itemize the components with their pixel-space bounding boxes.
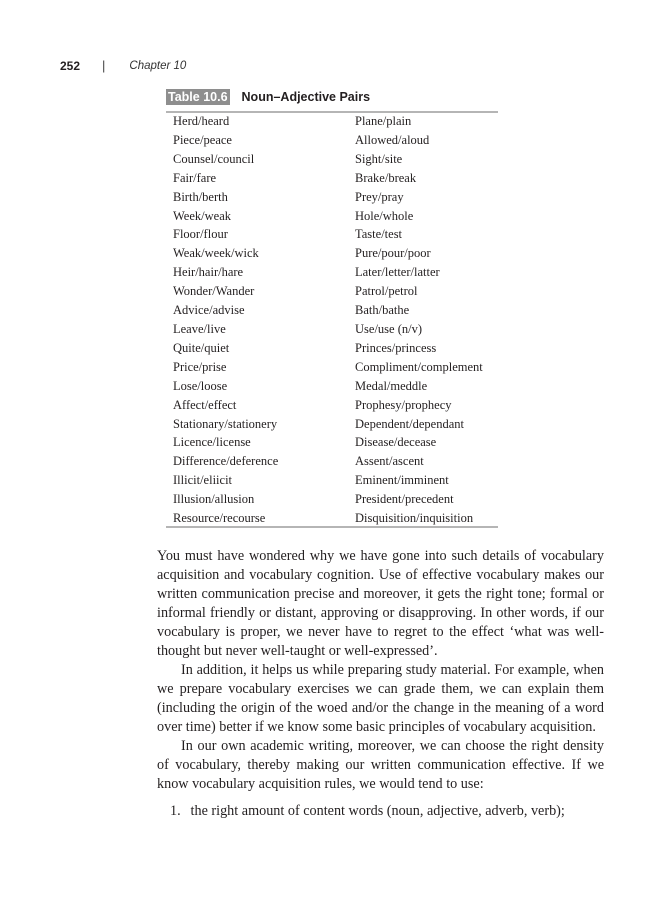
table-row	[166, 452, 498, 471]
table-cell-right: Sight/site	[355, 151, 403, 166]
paragraph: In addition, it helps us while preparing study material. For example, when we prepare vocabulary exercises we can grade them, we can explain them (including the origin of the woed and/or the change in the meaning of a word over time) better if we know some basic principles of vocabulary acquisition.	[157, 662, 604, 735]
list-item	[170, 802, 610, 821]
page-number: 252	[60, 58, 81, 73]
table-bottom-rule	[166, 526, 498, 528]
paragraph: In our own academic writing, moreover, we can choose the right density of vocabulary, thereby making our written communication effective. If we know vocabulary acquisition rules, we would tend to use:	[157, 738, 604, 792]
table-cell-left: Piece/peace	[173, 132, 232, 147]
table-row	[166, 131, 498, 150]
table-cell-left: Advice/advise	[173, 303, 245, 318]
table-cell-right: Use/use (n/v)	[355, 321, 422, 336]
table-cell-right: Disease/decease	[355, 435, 437, 450]
table-cell-left: Stationary/stationery	[173, 416, 278, 431]
table-cell-left: Floor/flour	[173, 227, 228, 242]
table-row	[166, 207, 498, 226]
table-cell-left: Counsel/council	[173, 151, 255, 166]
table-cell-right: Assent/ascent	[355, 454, 424, 469]
table-row	[166, 396, 498, 415]
table-cell-right: Bath/bathe	[355, 303, 410, 318]
table-cell-right: Allowed/aloud	[355, 132, 430, 147]
table-cell-left: Difference/deference	[173, 454, 279, 469]
table-title: Noun–Adjective Pairs	[241, 90, 371, 104]
table-cell-left: Heir/hair/hare	[173, 265, 244, 280]
table-cell-left: Price/prise	[173, 359, 227, 374]
table-label: Table 10.6	[168, 90, 228, 104]
list-item-number: 1.	[170, 803, 181, 819]
table-row	[166, 112, 498, 131]
table-cell-right: Princes/princess	[355, 340, 437, 355]
table-cell-right: Brake/break	[355, 170, 417, 185]
table-row	[166, 150, 498, 169]
table-cell-right: President/precedent	[355, 492, 454, 507]
table-cell-right: Prophesy/prophecy	[355, 397, 452, 412]
table-row	[166, 169, 498, 188]
table-row	[166, 471, 498, 490]
table-cell-right: Plane/plain	[355, 114, 412, 128]
table-row	[166, 377, 498, 396]
table-row	[166, 301, 498, 320]
table-row	[166, 433, 498, 452]
table-row	[166, 244, 498, 263]
table-cell-right: Eminent/imminent	[355, 473, 449, 488]
table-cell-left: Illusion/allusion	[173, 492, 255, 507]
table-cell-right: Prey/pray	[355, 189, 404, 204]
table-cell-left: Leave/live	[173, 321, 226, 336]
header-separator: |	[102, 58, 106, 73]
table-cell-right: Patrol/petrol	[355, 284, 418, 299]
table-row	[166, 263, 498, 282]
table-cell-left: Week/weak	[173, 208, 231, 223]
table-cell-left: Affect/effect	[173, 397, 237, 412]
table-caption	[166, 89, 370, 105]
table-cell-left: Fair/fare	[173, 170, 217, 185]
table-cell-right: Later/letter/latter	[355, 265, 440, 280]
table-row	[166, 490, 498, 509]
table-cell-left: Licence/license	[173, 435, 251, 450]
noun-adjective-table	[166, 112, 498, 528]
body-text	[157, 547, 604, 794]
table-cell-right: Pure/pour/poor	[355, 246, 431, 261]
table-row	[166, 188, 498, 207]
numbered-list	[170, 802, 610, 821]
table-cell-left: Herd/heard	[173, 114, 230, 128]
table-cell-right: Medal/meddle	[355, 378, 428, 393]
table-cell-right: Hole/whole	[355, 208, 414, 223]
table-cell-left: Lose/loose	[173, 378, 228, 393]
table-row	[166, 339, 498, 358]
table-cell-left: Quite/quiet	[173, 340, 230, 355]
table-row	[166, 225, 498, 244]
table-cell-left: Wonder/Wander	[173, 284, 255, 299]
table-row	[166, 320, 498, 339]
chapter-title: Chapter 10	[129, 59, 187, 72]
table-row	[166, 358, 498, 377]
table-cell-right: Compliment/complement	[355, 359, 483, 374]
paragraph: You must have wondered why we have gone into such details of vocabulary acquisition and vocabulary cognition. Use of effective vocabulary makes our written communication precise and moreover, it gets the right tone; formal or informal friendly or distant, approving or disapproving. In other words, if our vocabulary is proper, we never have to regret to the effect ‘what was well-thought but never well-taught or well-expressed’.	[157, 548, 604, 659]
table-cell-left: Resource/recourse	[173, 511, 266, 526]
table-cell-left: Illicit/eliicit	[173, 473, 233, 488]
table-cell-right: Taste/test	[355, 227, 403, 242]
table-row	[166, 282, 498, 301]
table-cell-left: Weak/week/wick	[173, 246, 259, 261]
list-item-text: the right amount of content words (noun, adjective, adverb, verb);	[190, 803, 565, 819]
table-cell-right: Dependent/dependant	[355, 416, 464, 431]
table-row	[166, 415, 498, 434]
running-head	[60, 58, 186, 73]
table-cell-left: Birth/berth	[173, 189, 228, 204]
table-cell-right: Disquisition/inquisition	[355, 511, 474, 526]
